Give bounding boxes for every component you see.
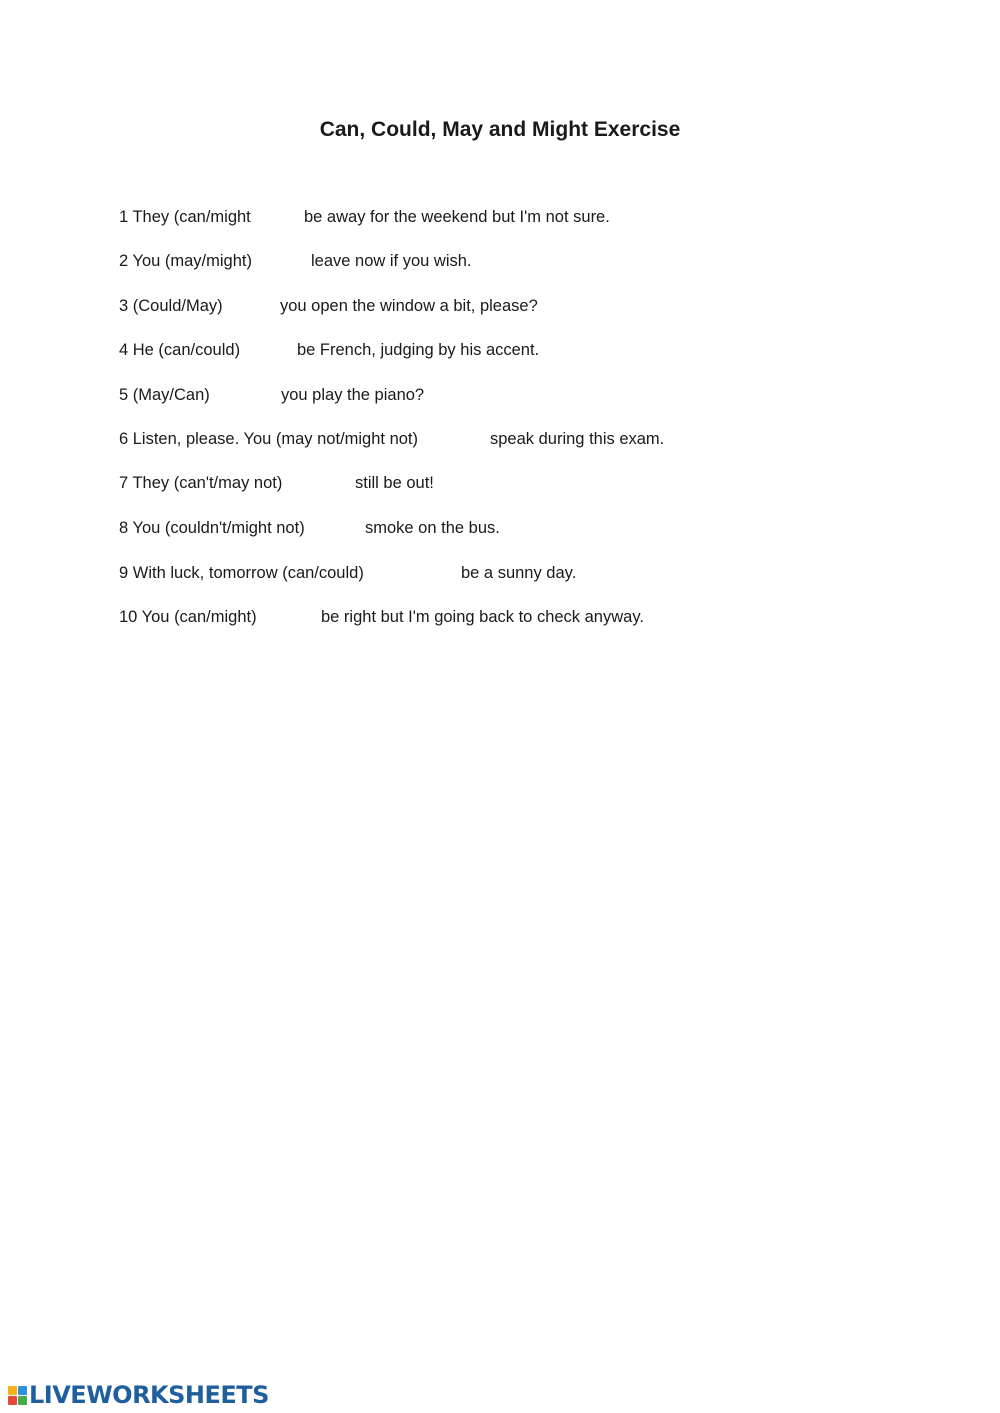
exercise-item-9 xyxy=(0,561,1000,585)
exercise-sentence-end: you play the piano? xyxy=(281,386,425,404)
exercise-prompt: 4 He (can/could) xyxy=(119,341,241,359)
exercise-prompt: 10 You (can/might) xyxy=(119,608,257,626)
exercise-item-3 xyxy=(0,294,1000,318)
logo-blocks-icon xyxy=(8,1386,27,1405)
exercise-prompt: 2 You (may/might) xyxy=(119,252,252,270)
exercise-sentence-end: still be out! xyxy=(355,474,434,492)
logo-block xyxy=(8,1396,17,1405)
exercise-item-2 xyxy=(0,249,1000,273)
liveworksheets-logo xyxy=(8,1381,269,1409)
exercise-prompt: 9 With luck, tomorrow (can/could) xyxy=(119,564,364,582)
logo-text: LIVEWORKSHEETS xyxy=(29,1381,269,1409)
exercise-prompt: 5 (May/Can) xyxy=(119,386,210,404)
exercise-item-10 xyxy=(0,605,1000,629)
exercise-sentence-end: leave now if you wish. xyxy=(311,252,472,270)
exercise-prompt: 1 They (can/might xyxy=(119,208,251,226)
exercise-sentence-end: you open the window a bit, please? xyxy=(280,297,538,315)
exercise-sentence-end: be right but I'm going back to check anyway. xyxy=(321,608,644,626)
exercise-sentence-end: be away for the weekend but I'm not sure. xyxy=(304,208,610,226)
logo-block xyxy=(18,1396,27,1405)
exercise-sentence-end: be French, judging by his accent. xyxy=(297,341,540,359)
exercise-item-4 xyxy=(0,338,1000,362)
logo-block xyxy=(8,1386,17,1395)
exercise-sentence-end: smoke on the bus. xyxy=(365,519,500,537)
exercise-list xyxy=(0,0,1000,700)
exercise-prompt: 6 Listen, please. You (may not/might not) xyxy=(119,430,419,448)
exercise-item-7 xyxy=(0,471,1000,495)
page-title: Can, Could, May and Might Exercise xyxy=(319,118,681,141)
exercise-item-1 xyxy=(0,205,1000,229)
exercise-item-5 xyxy=(0,383,1000,407)
exercise-sentence-end: be a sunny day. xyxy=(461,564,577,582)
exercise-prompt: 7 They (can't/may not) xyxy=(119,474,283,492)
exercise-item-6 xyxy=(0,427,1000,451)
exercise-prompt: 3 (Could/May) xyxy=(119,297,223,315)
logo-block xyxy=(18,1386,27,1395)
exercise-item-8 xyxy=(0,516,1000,540)
exercise-prompt: 8 You (couldn't/might not) xyxy=(119,519,305,537)
exercise-sentence-end: speak during this exam. xyxy=(490,430,665,448)
